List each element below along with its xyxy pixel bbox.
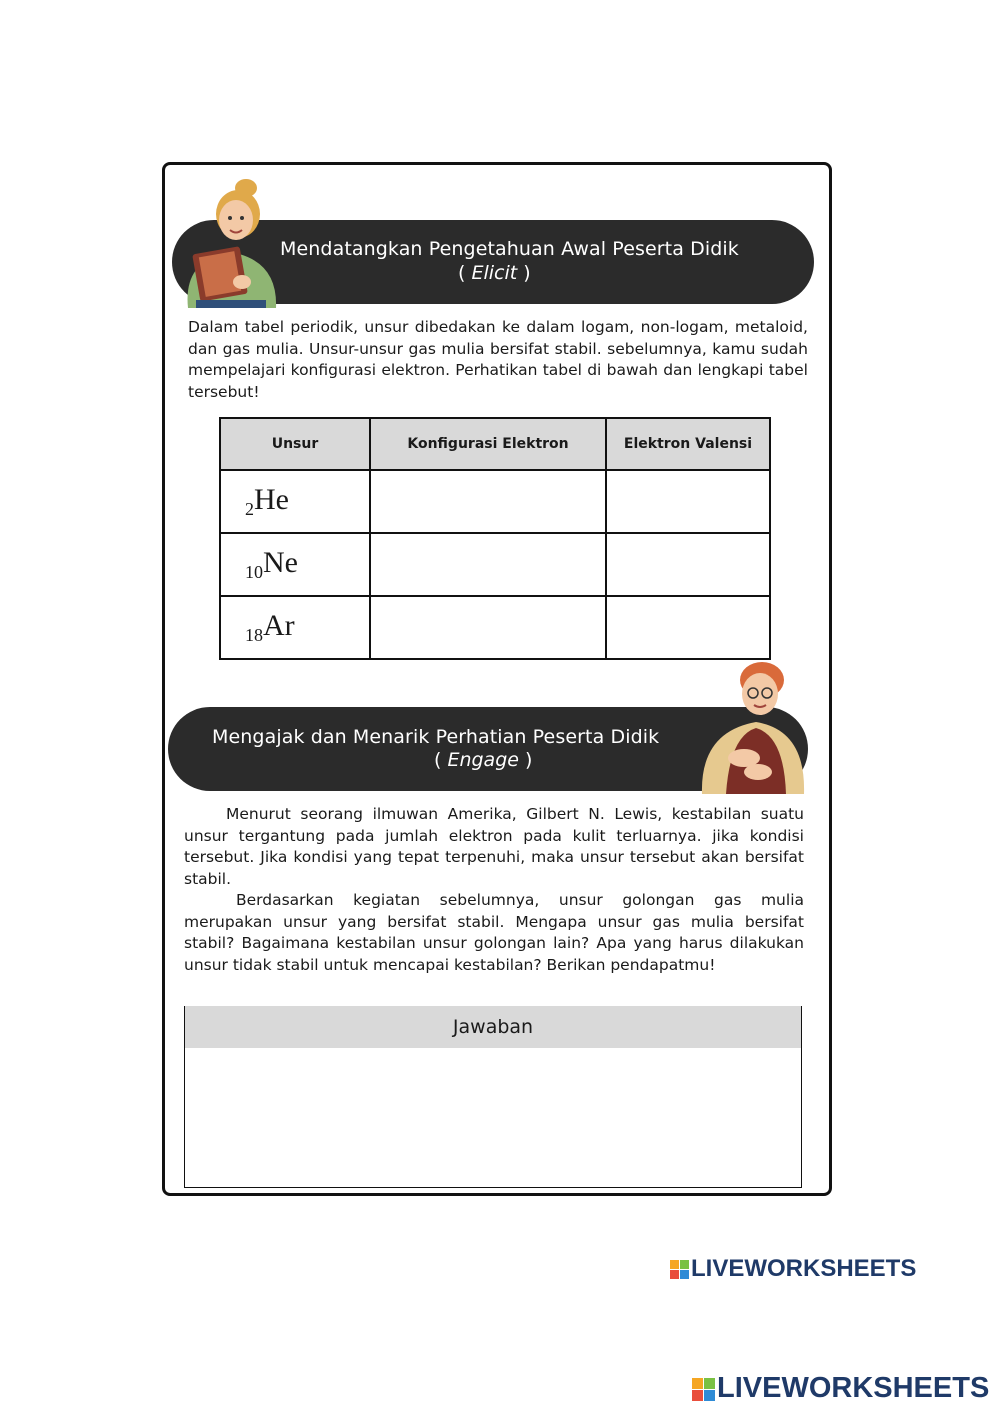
liveworksheets-logo-footer: LIVEWORKSHEETS [692,1372,989,1405]
valence-input[interactable] [606,470,770,533]
elicit-paragraph: Dalam tabel periodik, unsur dibedakan ke dalam logam, non-logam, metaloid, dan gas mulia. Unsur-unsur gas mulia bersifat stabil. sebelumnya, kamu sudah mempelajari konfigurasi elektron. Perhatikan tabel di bawah dan lengkapi tabel tersebut! [188,318,808,401]
valence-input[interactable] [606,596,770,659]
header-konfigurasi: Konfigurasi Elektron [370,418,606,470]
element-table [219,417,771,660]
configuration-input[interactable] [370,470,606,533]
liveworksheets-logo-icon [692,1378,715,1401]
engage-paragraph-2: Berdasarkan kegiatan sebelumnya, unsur golongan gas mulia merupakan unsur yang bersifat stabil. Mengapa unsur gas mulia bersifat stabil? Bagaimana kestabilan unsur golongan lain? Apa yang harus dilakukan unsur tidak stabil untuk mencapai kestabilan? Berikan pendapatmu! [184,891,804,974]
engage-paragraphs [184,804,804,976]
elicit-subtitle: ( Elicit ) [458,262,531,284]
element-symbol: $_{10}$Ne [220,533,370,596]
elicit-title: Mendatangkan Pengetahuan Awal Peserta Didik [280,238,739,260]
configuration-input[interactable] [370,596,606,659]
answer-label: Jawaban [185,1006,801,1048]
engage-title: Mengajak dan Menarik Perhatian Peserta Didik [212,726,660,748]
table-row [220,533,770,596]
answer-box [184,1006,802,1188]
configuration-input[interactable] [370,533,606,596]
man-presenting-illustration [696,660,808,794]
valence-input[interactable] [606,533,770,596]
woman-reading-illustration [168,178,288,308]
table-row [220,470,770,533]
element-symbol: $_{18}$Ar [220,596,370,659]
liveworksheets-logo: LIVEWORKSHEETS [670,1255,916,1283]
engage-subtitle: ( Engage ) [434,749,533,771]
header-valensi: Elektron Valensi [606,418,770,470]
header-unsur: Unsur [220,418,370,470]
liveworksheets-logo-icon [670,1260,689,1279]
answer-input[interactable] [185,1048,801,1186]
engage-paragraph-1: Menurut seorang ilmuwan Amerika, Gilbert N. Lewis, kestabilan suatu unsur tergantung pada jumlah elektron pada kulit terluarnya. jika kondisi tersebut. Jika kondisi yang tepat terpenuhi, maka unsur tersebut akan bersifat stabil. [184,805,804,888]
table-row [220,596,770,659]
element-symbol: $_2$He [220,470,370,533]
